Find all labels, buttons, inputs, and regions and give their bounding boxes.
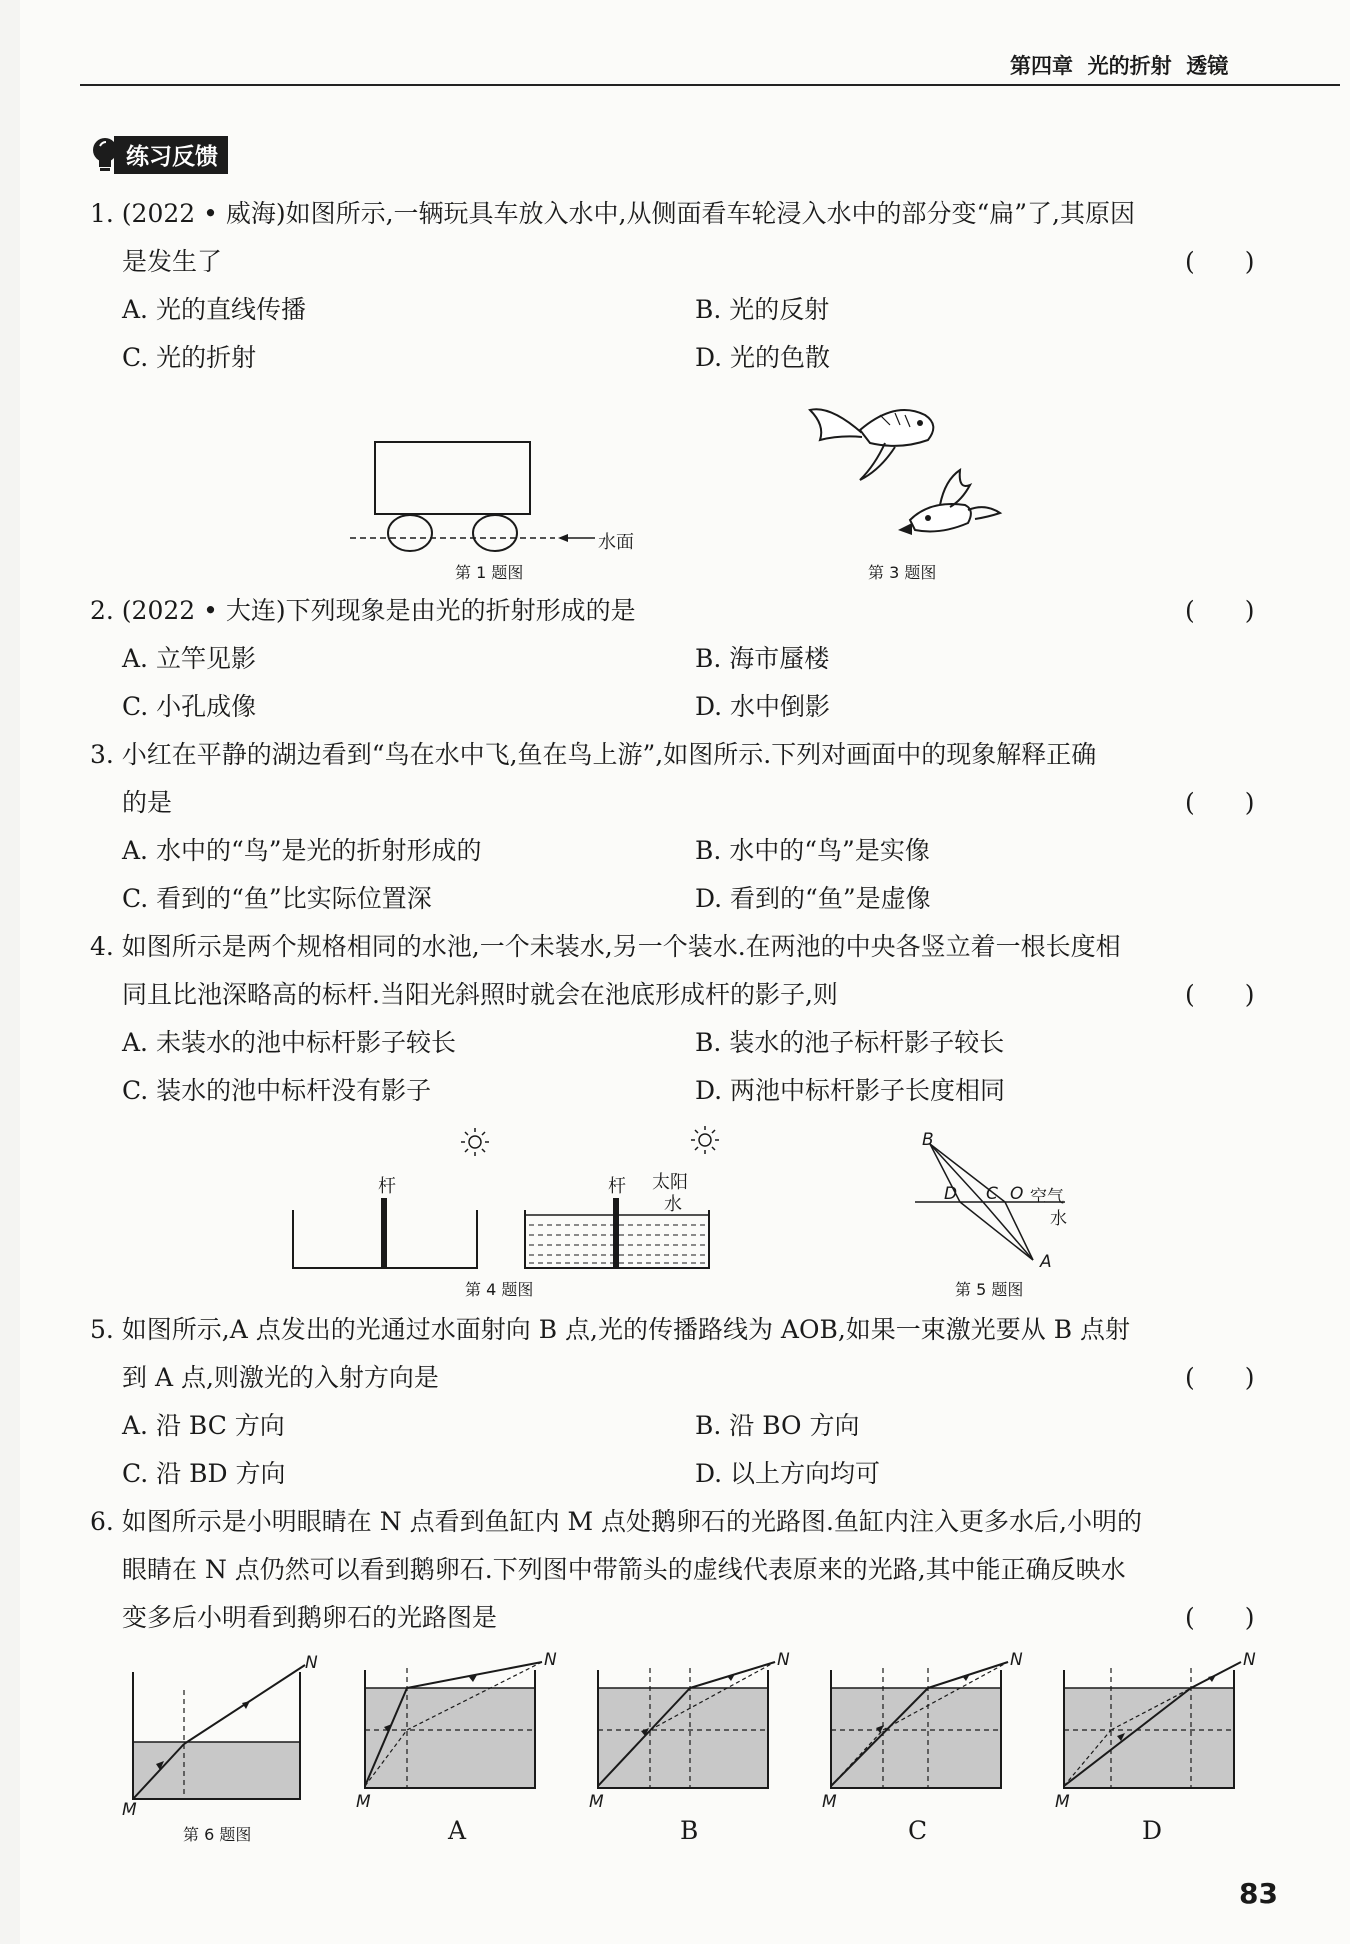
q2-option-c: C. 小孔成像 (122, 692, 257, 721)
figure-3-fish-bird (800, 385, 1020, 555)
figure-4-caption: 第 4 题图 (465, 1280, 534, 1299)
option-c-point-m: M (822, 1792, 837, 1812)
q3-option-b: B. 水中的“鸟”是实像 (695, 836, 930, 865)
option-a-point-m: M (356, 1792, 371, 1812)
option-d-point-n: N (1243, 1650, 1256, 1670)
figure-6-option-a (362, 1658, 562, 1808)
figure-6-option-label-b: B (680, 1816, 699, 1845)
q4-stem-line2: 同且比池深略高的标杆.当阳光斜照时就会在池底形成杆的影子,则 (122, 980, 838, 1009)
figure-6-caption: 第 6 题图 (183, 1825, 252, 1844)
sun-icon (691, 1126, 719, 1154)
chapter-label: 第四章 (1010, 54, 1073, 78)
q3-option-a: A. 水中的“鸟”是光的折射形成的 (122, 836, 482, 865)
q2-stem-line1: 2. (2022 • 大连)下列现象是由光的折射形成的是 (90, 596, 636, 625)
figure-5-point-a: A (1040, 1252, 1052, 1272)
q6-answer-blank: ( ) (1185, 1603, 1255, 1632)
q4-option-b: B. 装水的池子标杆影子较长 (695, 1028, 1005, 1057)
figure-6-point-m: M (122, 1800, 137, 1820)
figure-1-toy-car (340, 440, 660, 580)
chapter-title: 光的折射 (1087, 54, 1172, 78)
q3-option-d: D. 看到的“鱼”是虚像 (695, 884, 931, 913)
option-c-point-n: N (1010, 1650, 1023, 1670)
q5-option-c: C. 沿 BD 方向 (122, 1459, 286, 1488)
q2-option-a: A. 立竿见影 (122, 644, 256, 673)
q6-stem-line1: 6. 如图所示是小明眼睛在 N 点看到鱼缸内 M 点处鹅卵石的光路图.鱼缸内注入更多水后,小明的 (90, 1507, 1142, 1536)
figure-5-point-o: O (1010, 1184, 1024, 1204)
figure-6-original (120, 1660, 330, 1820)
q1-stem-line2: 是发生了 (122, 247, 223, 276)
figure-6-option-c (828, 1658, 1028, 1808)
q6-stem-line3: 变多后小明看到鹅卵石的光路图是 (122, 1603, 498, 1632)
q1-option-c: C. 光的折射 (122, 343, 257, 372)
sun-icon (461, 1128, 489, 1156)
q1-answer-blank: ( ) (1185, 247, 1255, 276)
option-b-point-m: M (589, 1792, 604, 1812)
figure-4-pole-label-1: 杆 (378, 1176, 396, 1197)
figure-5-point-b: B (922, 1130, 934, 1150)
section-heading (90, 137, 228, 173)
q1-option-a: A. 光的直线传播 (122, 295, 306, 324)
figure-5-point-d: D (944, 1184, 958, 1204)
figure-5-point-c: C (986, 1184, 998, 1204)
option-a-point-n: N (544, 1650, 557, 1670)
q5-option-d: D. 以上方向均可 (695, 1459, 881, 1488)
figure-6-option-label-a: A (448, 1816, 467, 1845)
q1-option-d: D. 光的色散 (695, 343, 831, 372)
page (20, 0, 1350, 1944)
running-header (1010, 50, 1228, 80)
figure-4-pole-label-2: 杆 (608, 1176, 626, 1197)
q5-option-b: B. 沿 BO 方向 (695, 1411, 860, 1440)
q5-option-a: A. 沿 BC 方向 (122, 1411, 285, 1440)
q2-answer-blank: ( ) (1185, 596, 1255, 625)
figure-5-water-label: 水 (1050, 1209, 1067, 1229)
q4-option-a: A. 未装水的池中标杆影子较长 (122, 1028, 456, 1057)
figure-6-option-label-c: C (908, 1816, 928, 1845)
figure-6-option-b (595, 1658, 795, 1808)
option-b-point-n: N (777, 1650, 790, 1670)
q1-option-b: B. 光的反射 (695, 295, 830, 324)
figure-6-point-n: N (305, 1653, 318, 1673)
q4-answer-blank: ( ) (1185, 980, 1255, 1009)
chapter-subtitle: 透镜 (1186, 54, 1229, 78)
q4-option-c: C. 装水的池中标杆没有影子 (122, 1076, 432, 1105)
q5-stem-line1: 5. 如图所示,A 点发出的光通过水面射向 B 点,光的传播路线为 AOB,如果一束激光要从 B 点射 (90, 1315, 1131, 1344)
lightbulb-icon (90, 137, 120, 173)
figure-4-sun-label: 太阳 (652, 1172, 688, 1193)
figure-3-caption: 第 3 题图 (868, 563, 937, 582)
figure-4-water-label: 水 (664, 1194, 682, 1215)
section-title: 练习反馈 (114, 136, 228, 174)
q6-stem-line2: 眼睛在 N 点仍然可以看到鹅卵石.下列图中带箭头的虚线代表原来的光路,其中能正确反映水 (122, 1555, 1126, 1584)
q2-option-b: B. 海市蜃楼 (695, 644, 830, 673)
figure-4-pools (285, 1120, 725, 1280)
q1-stem-line1: 1. (2022 • 威海)如图所示,一辆玩具车放入水中,从侧面看车轮浸入水中的部分变“扁”了,其原因 (90, 199, 1135, 228)
option-d-point-m: M (1055, 1792, 1070, 1812)
header-rule (80, 84, 1340, 86)
figure-1-caption: 第 1 题图 (455, 563, 524, 582)
figure-5-air-label: 空气 (1030, 1187, 1064, 1207)
q3-answer-blank: ( ) (1185, 788, 1255, 817)
page-number: 83 (1239, 1877, 1278, 1910)
figure-6-option-label-d: D (1142, 1816, 1163, 1845)
q4-stem-line1: 4. 如图所示是两个规格相同的水池,一个未装水,另一个装水.在两池的中央各竖立着一根长度相 (90, 932, 1121, 961)
q3-option-c: C. 看到的“鱼”比实际位置深 (122, 884, 432, 913)
q5-answer-blank: ( ) (1185, 1363, 1255, 1392)
q3-stem-line2: 的是 (122, 788, 173, 817)
q5-stem-line2: 到 A 点,则激光的入射方向是 (122, 1363, 439, 1392)
q4-option-d: D. 两池中标杆影子长度相同 (695, 1076, 1006, 1105)
q2-option-d: D. 水中倒影 (695, 692, 831, 721)
q3-stem-line1: 3. 小红在平静的湖边看到“鸟在水中飞,鱼在鸟上游”,如图所示.下列对画面中的现象解释正确 (90, 740, 1097, 769)
figure-5-caption: 第 5 题图 (955, 1280, 1024, 1299)
figure-1-water-label: 水面 (598, 532, 634, 553)
figure-6-option-d (1061, 1658, 1261, 1808)
